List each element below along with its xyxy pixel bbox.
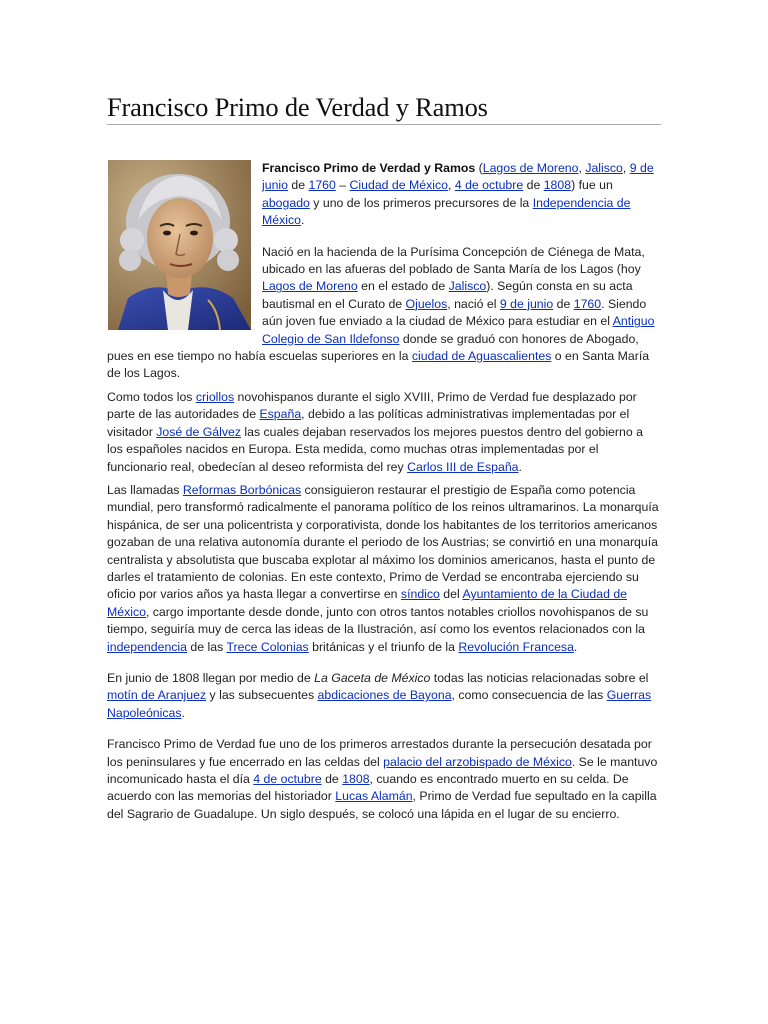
inline-link[interactable]: 9 de junio (262, 161, 654, 193)
inline-link[interactable]: abogado (262, 195, 310, 210)
text-run: ( (475, 161, 483, 175)
text-run: todas las noticias relacionadas sobre el (430, 670, 649, 685)
text-run: las cuales dejaban reservados los mejores puestos dentro del gobierno a los españoles nacidos en Europa. Esta medida, como muchas otras implementadas por el funcionario real, obedecían al deseo reformista del rey (107, 424, 643, 474)
inline-link[interactable]: ciudad de Aguascalientes (411, 349, 552, 364)
inline-link[interactable]: Antiguo Colegio de San Ildefonso (262, 314, 655, 346)
text-run: . (573, 639, 578, 654)
paragraph (107, 736, 659, 823)
inline-link[interactable]: Lucas Alamán (335, 789, 413, 804)
inline-link[interactable]: palacio del arzobispado de México (383, 754, 572, 769)
inline-link[interactable]: motín de Aranjuez (107, 688, 207, 703)
inline-link[interactable]: 9 de junio (499, 296, 554, 311)
text-run: , cuando es encontrado muerto en su celda. De acuerdo con las memorias del historiador (107, 772, 629, 804)
text-run: , (578, 161, 586, 175)
text-run: . Se le mantuvo incomunicado hasta el día (107, 754, 658, 786)
paragraph (107, 670, 659, 722)
inline-link[interactable]: Ojuelos (405, 296, 448, 311)
text-run: , nació el (447, 296, 500, 311)
inline-link[interactable]: independencia (107, 639, 188, 654)
text-run: británicas y el triunfo de la (308, 639, 459, 654)
inline-link[interactable]: 1760 (308, 178, 336, 193)
inline-link[interactable]: Carlos III de España (407, 459, 519, 474)
text-run: Francisco Primo de Verdad fue uno de los primeros arrestados durante la persecución desatada por los peninsulares y fue encerrado en las celdas del (107, 737, 652, 769)
inline-link[interactable]: Jalisco (585, 161, 623, 175)
inline-link[interactable]: 1760 (573, 296, 602, 311)
inline-link[interactable]: Jalisco (448, 279, 487, 294)
text-run: donde se graduó con honores de Abogado, pues en ese tiempo no había escuelas superiores en la (107, 331, 639, 364)
inline-link[interactable]: Reformas Borbónicas (182, 482, 302, 497)
inline-link[interactable]: José de Gálvez (156, 424, 241, 439)
image-float-spacer (107, 160, 262, 342)
text-run: novohispanos durante el siglo XVIII, Primo de Verdad fue desplazado por parte de las autoridades de (107, 389, 637, 422)
text-run: de (287, 178, 309, 193)
inline-link[interactable]: 4 de octubre (454, 178, 524, 193)
inline-link[interactable]: abdicaciones de Bayona (317, 688, 452, 703)
text-run: , (622, 161, 630, 175)
text-run: y las subsecuentes (206, 688, 318, 703)
inline-link[interactable]: Trece Colonias (226, 639, 309, 654)
text-run: de (321, 772, 343, 786)
text-run: ). Según consta en su acta bautismal en el Curato de (262, 279, 633, 311)
inline-link[interactable]: Guerras Napoleónicas (107, 688, 652, 720)
text-run: . (300, 213, 305, 228)
paragraph (107, 389, 659, 476)
text-run: del (439, 587, 463, 602)
text-run: Las llamadas (107, 482, 183, 497)
article-body (107, 160, 659, 837)
text-run: de las (187, 639, 227, 654)
text-run: . (181, 705, 185, 720)
text-run: . Siendo aún joven fue enviado a la ciudad de México para estudiar en el (262, 296, 647, 329)
text-run: y uno de los primeros precursores de la (309, 195, 533, 210)
text-run: ) fue un (571, 178, 613, 193)
inline-link[interactable]: Lagos de Moreno (262, 279, 358, 294)
text-run: En junio de 1808 llegan por medio de (107, 670, 315, 685)
text-run: consiguieron restaurar el prestigio de España como potencia mundial, pero transformó radicalmente el panorama político de los reinos ultramarinos. La monarquía hispánica, de ser una policentrista y corporativista, donde los habitantes de los territorios americanos gozaban de una relativa autonomía durante el periodo de los Austrias; se convirtió en una monarquía centralista y absolutista que buscaba explotar al máximo los dominios americanos, hasta el punto de darles el tratamiento de colonias. En este contexto, Primo de Verdad se encontraba ejerciendo su oficio por varios años ya hasta llegar a convertirse en (107, 482, 659, 602)
inline-link[interactable]: 1808 (543, 178, 572, 193)
inline-link[interactable]: Independencia de México (262, 195, 631, 228)
text-run: Como todos los (107, 389, 196, 404)
text-run: en el estado de (357, 279, 449, 294)
inline-link[interactable]: Ayuntamiento de la Ciudad de México (107, 587, 627, 619)
inline-link[interactable]: Revolución Francesa (458, 639, 574, 654)
paragraph (107, 482, 659, 656)
text-run: . (518, 459, 522, 474)
inline-link[interactable]: 1808 (342, 772, 370, 786)
text-run: de (553, 296, 574, 311)
page-title: Francisco Primo de Verdad y Ramos (107, 91, 661, 125)
text-run: de (523, 178, 544, 193)
italic-text: La Gaceta de México (314, 670, 431, 685)
inline-link[interactable]: España (259, 407, 302, 422)
inline-link[interactable]: Ciudad de México (349, 178, 448, 193)
bold-text: Francisco Primo de Verdad y Ramos (262, 161, 476, 175)
inline-link[interactable]: criollos (195, 389, 235, 404)
text-run: , como consecuencia de las (451, 688, 607, 703)
text-run: Nació en la hacienda de la Purísima Concepción de Ciénega de Mata, ubicado en las afueras del poblado de Santa María de los Lagos (hoy (262, 244, 645, 277)
text-run: , (447, 178, 455, 193)
text-run: , debido a las políticas administrativas implementadas por el visitador (107, 407, 630, 439)
text-run: o en Santa María de los Lagos. (107, 349, 650, 381)
text-run: , cargo importante desde donde, junto con otros tantos notables criollos novohispanos de su tiempo, seguiría muy de cerca las ideas de la Ilustración, así como los eventos relacionados con la (107, 604, 649, 637)
inline-link[interactable]: síndico (400, 587, 440, 602)
text-run: – (335, 178, 350, 193)
inline-link[interactable]: 4 de octubre (253, 772, 322, 786)
inline-link[interactable]: Lagos de Moreno (482, 161, 579, 175)
text-run: , Primo de Verdad fue sepultado en la capilla del Sagrario de Guadalupe. Un siglo después, se colocó una lápida en el lugar de su encierro. (107, 789, 657, 821)
